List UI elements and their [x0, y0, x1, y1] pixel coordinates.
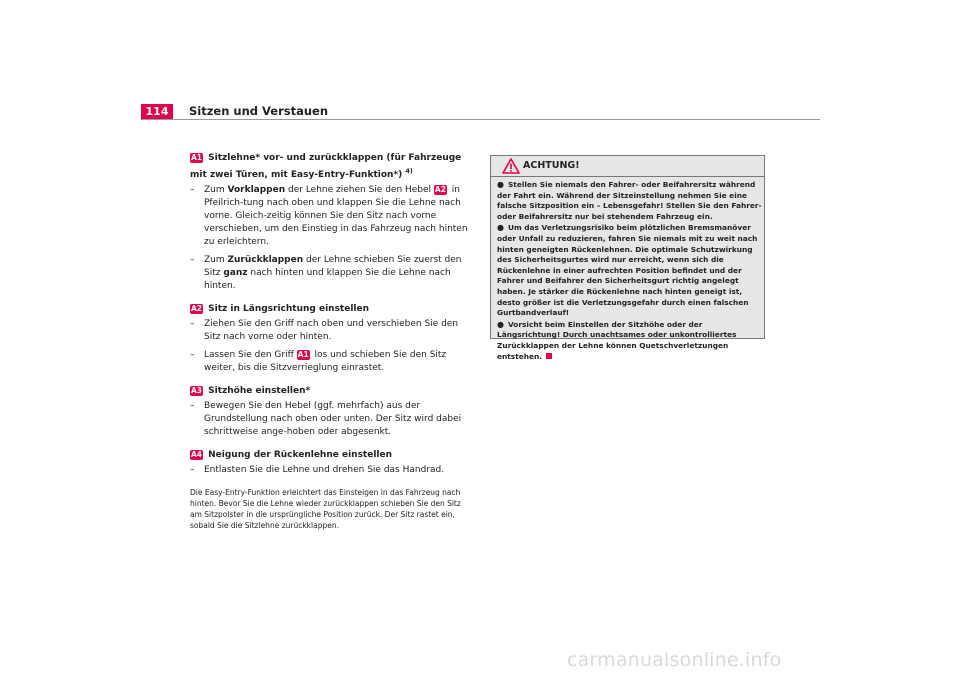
page-number: 114 — [141, 104, 173, 119]
step-emphasis: Vorklappen — [227, 185, 286, 195]
footnote: Die Easy-Entry-Funktion erleichtert das Einsteigen in das Fahrzeug nach hinten. Bevor Sie die Lehne wieder zurückklappen schieben Sie den Sitz am Sitzpolster in die ursprüngliche Position zurück. Der Sitz rastet ein, sobald Sie die Sitzlehne zurückklappen. — [190, 488, 461, 530]
warning-body — [497, 180, 763, 363]
step-dash: – — [190, 185, 195, 195]
warning-item — [497, 320, 763, 362]
step-text: Lassen Sie den Griff — [204, 350, 297, 360]
instruction-step — [190, 254, 472, 293]
marker-a4-badge: A4 — [190, 450, 203, 459]
end-square-icon — [546, 353, 552, 359]
instruction-step — [190, 318, 472, 344]
header-divider — [141, 119, 820, 120]
section-backrest-fold — [190, 152, 472, 293]
warning-item-text: Vorsicht beim Einstellen der Sitzhöhe oder der Längsrichtung! Durch unachtsames oder unkontrolliertes Zurückklappen der Lehne können Quetschverletzungen entstehen. — [497, 319, 737, 361]
step-dash: – — [190, 319, 195, 329]
marker-a2-badge: A2 — [190, 304, 203, 313]
step-text: in Pfeilrich-tung nach oben und klappen Sie die Lehne nach vorne. Gleich-zeitig können Sie den Sitz nach vorne verschieben, um den Einstieg in das Fahrzeug nach hinten zu erleichtern. — [204, 185, 468, 247]
section-heading-text: Sitz in Längsrichtung einstellen — [208, 304, 370, 314]
instruction-step — [190, 400, 472, 439]
warning-triangle-icon — [502, 158, 520, 174]
step-dash: – — [190, 465, 195, 475]
warning-item-text: Um das Verletzungsrisiko beim plötzlichen Bremsmanöver oder Unfall zu reduzieren, fahren Sie niemals mit zu weit nach hinten geneigten Rückenlehnen. Die optimale Schutzwirkung des Sicherheitsgurtes wird nur erreicht, wenn sich die Rückenlehne in einer aufrechten Position befindet und der Fahrer und Beifahrer den Sicherheitsgurt richtig angelegt haben. Je stärker die Rückenlehne nach hinten geneigt ist, desto größer ist die Verletzungsgefahr durch einen falschen Gurtbandverlauf! — [497, 223, 758, 318]
bullet-icon: ● — [497, 223, 504, 233]
section-heading — [190, 385, 472, 398]
step-text: Entlasten Sie die Lehne und drehen Sie das Handrad. — [204, 465, 445, 475]
step-text: Zum — [204, 255, 228, 265]
page-header-title: Sitzen und Verstauen — [189, 104, 329, 118]
section-heading-text: Sitzhöhe einstellen* — [208, 386, 311, 396]
marker-a1-badge: A1 — [190, 153, 203, 162]
section-heading — [190, 449, 472, 462]
instructions-column — [190, 152, 472, 531]
step-dash: – — [190, 401, 195, 411]
step-text: der Lehne schieben Sie zuerst den Sitz — [204, 255, 462, 278]
warning-item — [497, 223, 763, 318]
section-heading — [190, 152, 472, 182]
instruction-step — [190, 349, 472, 375]
instruction-step — [190, 184, 472, 249]
warning-header — [491, 156, 764, 177]
step-text: der Lehne ziehen Sie den Hebel — [285, 185, 434, 195]
warning-title: ACHTUNG! — [523, 160, 580, 171]
bullet-icon: ● — [497, 180, 504, 189]
instruction-step — [190, 464, 472, 477]
warning-item — [497, 180, 763, 222]
step-text: nach hinten und klappen Sie die Lehne nach hinten. — [204, 268, 451, 291]
marker-a1-badge: A1 — [297, 350, 309, 359]
marker-a2-badge: A2 — [434, 185, 446, 194]
section-heading-text: Sitzlehne* vor- und zurückklappen (für Fahrzeuge mit zwei Türen, mit Easy-Entry-Funktion*) — [190, 153, 462, 180]
section-seat-height — [190, 385, 472, 439]
step-emphasis: ganz — [223, 268, 248, 278]
step-text: los und schieben Sie den Sitz weiter, bis die Sitzverrieglung einrastet. — [204, 350, 447, 373]
section-backrest-tilt — [190, 449, 472, 477]
step-text: Zum — [204, 185, 228, 195]
section-heading-text: Neigung der Rückenlehne einstellen — [208, 450, 393, 460]
warning-item-text: Stellen Sie niemals den Fahrer- oder Beifahrersitz während der Fahrt ein. Während der Sitzeinstellung nehmen Sie eine falsche Sitzposition ein – Lebensgefahr! Stellen Sie den Fahrer- oder Beifahrersitz nur bei stehendem Fahrzeug ein. — [497, 180, 762, 221]
section-heading — [190, 303, 472, 316]
watermark: carmanualsonline.info — [567, 649, 782, 671]
section-longitudinal-adjust — [190, 303, 472, 375]
warning-box — [490, 155, 765, 361]
step-text: Ziehen Sie den Griff nach oben und verschieben Sie den Sitz nach vorne oder hinten. — [204, 319, 459, 342]
footnote-reference: 4) — [405, 167, 413, 175]
step-emphasis: Zurückklappen — [227, 255, 304, 265]
bullet-icon: ● — [497, 319, 504, 329]
step-dash: – — [190, 255, 195, 265]
step-text: Bewegen Sie den Hebel (ggf. mehrfach) aus der Grundstellung nach oben oder unten. Der Sitz wird dabei schrittweise ange-hoben oder abgesenkt. — [204, 401, 462, 437]
step-dash: – — [190, 350, 195, 360]
marker-a3-badge: A3 — [190, 386, 203, 395]
